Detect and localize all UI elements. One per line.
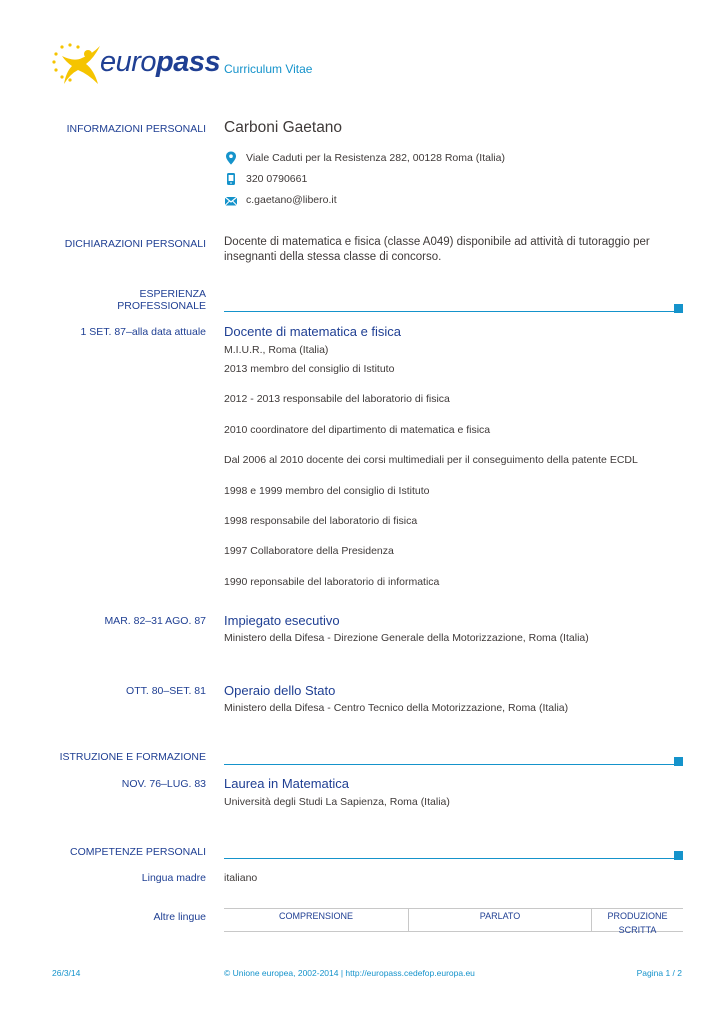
education-institution: Università degli Studi La Sapienza, Roma (Italia) [224, 796, 450, 808]
section-marker-skills [674, 851, 683, 860]
writing-header-text: PRODUZIONE SCRITTA [607, 911, 668, 935]
table-header-comprehension [224, 908, 409, 932]
job-1-detail: 2010 coordinatore del dipartimento di matematica e fisica [224, 424, 491, 436]
table-header-speaking [409, 908, 592, 932]
section-label-education: ISTRUZIONE E FORMAZIONE [59, 751, 206, 763]
job-2-employer: Ministero della Difesa - Direzione Generale della Motorizzazione, Roma (Italia) [224, 632, 589, 644]
section-divider-skills [224, 858, 676, 859]
section-label-experience-2: PROFESSIONALE [117, 300, 206, 312]
logo-text-euro: euro [100, 46, 157, 78]
job-1-employer: M.I.U.R., Roma (Italia) [224, 344, 329, 356]
table-header-writing [592, 908, 683, 935]
mother-tongue-label: Lingua madre [141, 872, 206, 884]
job-1-title: Docente di matematica e fisica [224, 324, 402, 339]
job-3-title: Operaio dello Stato [224, 683, 336, 698]
footer-date: 26/3/14 [52, 968, 81, 978]
job-3-dates: OTT. 80–SET. 81 [126, 685, 206, 697]
europass-star-figure-icon [48, 40, 108, 90]
job-1-detail: Dal 2006 al 2010 docente dei corsi multimediali per il conseguimento della patente ECDL [224, 454, 638, 466]
europass-logo [48, 40, 221, 90]
job-1-detail: 1990 reponsabile del laboratorio di informatica [224, 576, 440, 588]
declaration-line-1: Docente di matematica e fisica (classe A049) disponibile ad attività di tutoraggio per [224, 236, 650, 248]
section-divider-education [224, 764, 676, 765]
footer-copyright-link[interactable]: © Unione europea, 2002-2014 | http://europass.cedefop.europa.eu [224, 968, 475, 978]
person-name: Carboni Gaetano [224, 119, 343, 136]
speaking-header-text: PARLATO [479, 911, 521, 921]
address-text: Viale Caduti per la Resistenza 282, 00128 Roma (Italia) [246, 152, 505, 164]
job-2-dates: MAR. 82–31 AGO. 87 [104, 615, 206, 627]
section-marker-education [674, 757, 683, 766]
footer-page-number: Pagina 1 / 2 [636, 968, 682, 978]
job-1-detail: 1997 Collaboratore della Presidenza [224, 545, 394, 557]
job-1-detail: 2013 membro del consiglio di Istituto [224, 363, 395, 375]
map-pin-icon [224, 151, 238, 165]
job-1-detail: 1998 e 1999 membro del consiglio di Istituto [224, 485, 430, 497]
section-marker-experience [674, 304, 683, 313]
job-1-detail: 2012 - 2013 responsabile del laboratorio di fisica [224, 393, 450, 405]
envelope-icon [224, 194, 238, 208]
job-1-dates: 1 SET. 87–alla data attuale [80, 326, 206, 338]
section-label-experience-1: ESPERIENZA [139, 288, 206, 300]
education-dates: NOV. 76–LUG. 83 [121, 778, 206, 790]
section-label-personal-info: INFORMAZIONI PERSONALI [66, 123, 206, 135]
document-type: Curriculum Vitae [224, 62, 313, 76]
section-divider-experience [224, 311, 676, 312]
email-link[interactable]: c.gaetano@libero.it [246, 194, 337, 206]
phone-text: 320 0790661 [246, 173, 308, 185]
job-3-employer: Ministero della Difesa - Centro Tecnico della Motorizzazione, Roma (Italia) [224, 702, 569, 714]
other-languages-label: Altre lingue [153, 911, 206, 923]
job-2-title: Impiegato esecutivo [224, 613, 340, 628]
declaration-line-2: insegnanti della stessa classe di concorso. [224, 251, 442, 263]
section-label-declaration: DICHIARAZIONI PERSONALI [64, 238, 206, 250]
job-1-detail: 1998 responsabile del laboratorio di fisica [224, 515, 418, 527]
section-label-skills: COMPETENZE PERSONALI [70, 846, 206, 858]
mother-tongue-value: italiano [224, 872, 258, 884]
comprehension-header-text: COMPRENSIONE [278, 911, 353, 921]
logo-text-pass: pass [156, 46, 221, 78]
mobile-phone-icon [224, 172, 238, 186]
education-title: Laurea in Matematica [224, 776, 350, 791]
